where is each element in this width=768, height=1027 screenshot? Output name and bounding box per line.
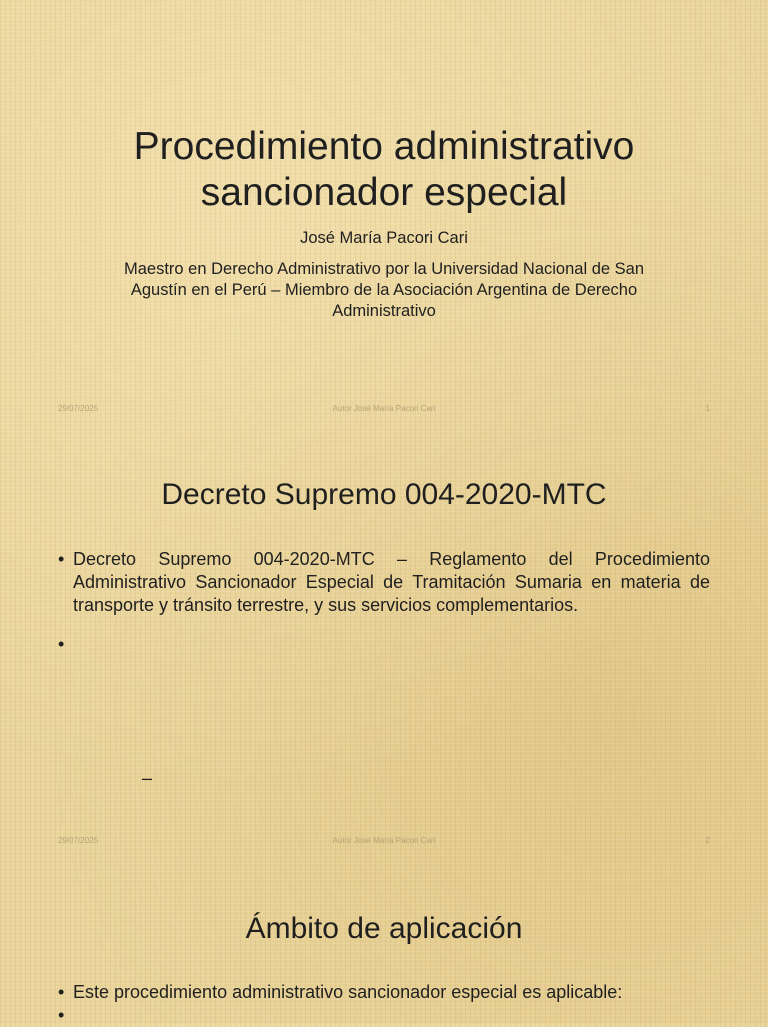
slide-2 [0,432,768,864]
footer-date: 29/07/2025 [58,404,99,413]
slide-title: Decreto Supremo 004-2020-MTC [161,478,607,511]
slide-footer [0,836,768,850]
bullet-list [58,981,710,1027]
slide-3 [0,864,768,1024]
slide-footer [0,404,768,418]
list-item [58,548,710,617]
footer-page-number: 2 [705,836,710,845]
bullet-icon: • [58,982,65,1002]
footer-author: Autor José María Pacori Cari [332,836,436,845]
dash-mark: – [142,768,153,788]
presentation-title [40,124,728,216]
slide-title: Ámbito de aplicación [245,912,523,945]
slide-1 [0,0,768,432]
footer-author: Autor José María Pacori Cari [332,404,436,413]
author-name: José María Pacori Cari [300,229,468,247]
author-affiliation: Maestro en Derecho Administrativo por la Universidad Nacional de San Agustín en el Perú – Miembro de la Asociación Argentina de Derecho Administrativo [123,260,645,320]
list-item [58,633,710,656]
bullet-text: Decreto Supremo 004-2020-MTC – Reglamento del Procedimiento Administrativo Sancionador Especial de Tramitación Sumaria en materia de transporte y tránsito terrestre, y sus servicios complementarios. [73,549,710,615]
title-line-1: Procedimiento administrativo [133,125,635,168]
footer-page-number: 1 [705,404,710,413]
bullet-list [58,548,710,656]
bullet-icon: • [58,549,65,569]
list-item [58,981,710,1004]
bullet-text: Este procedimiento administrativo sancionador especial es aplicable: [73,982,623,1002]
bullet-icon: • [58,634,65,654]
bullet-icon: • [58,1005,65,1025]
title-line-2: sancionador especial [200,171,568,214]
footer-date: 29/07/2025 [58,836,99,845]
